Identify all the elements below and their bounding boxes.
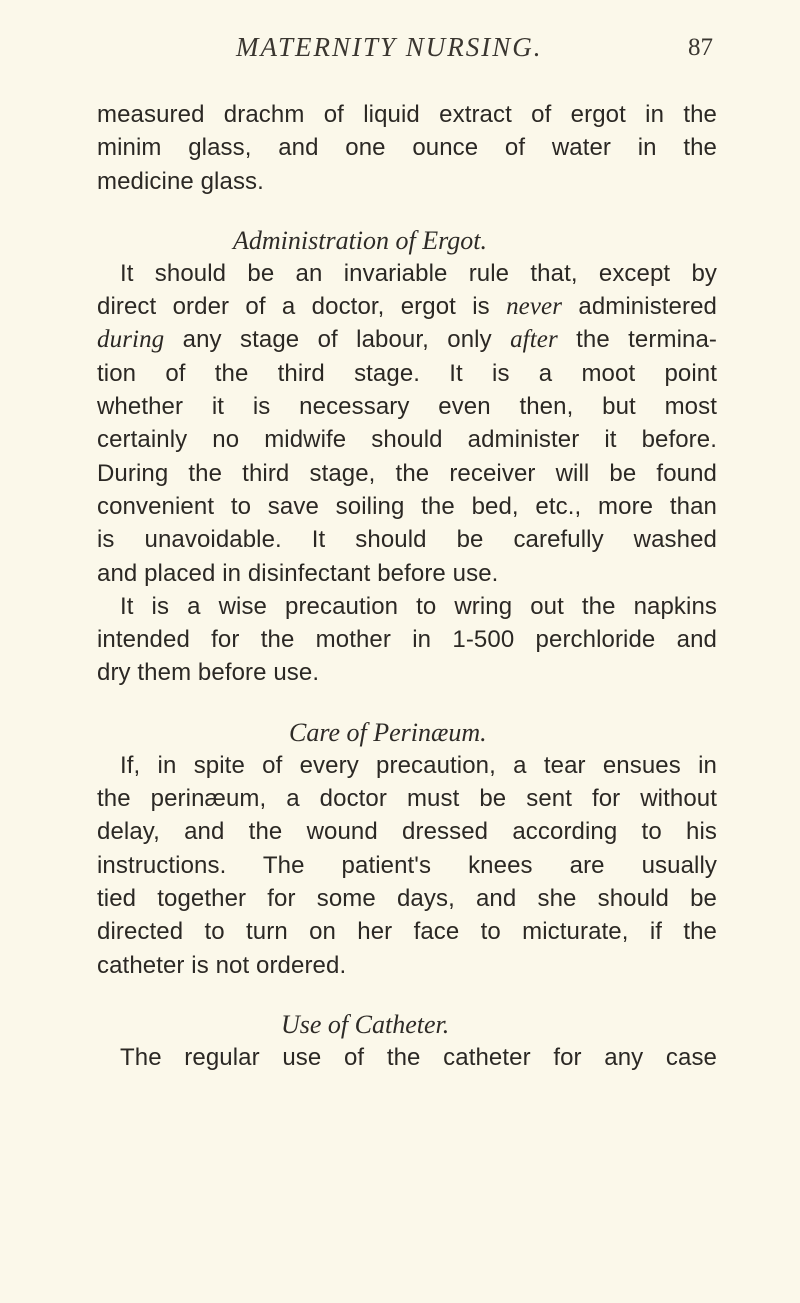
text-line: medicine glass. (97, 167, 264, 195)
text-line: delay, and the wound dressed according to his (97, 818, 717, 846)
text-line: During the third stage, the receiver will be found (97, 459, 717, 487)
spacer (97, 690, 717, 716)
emphasis-during: during (97, 326, 165, 354)
text-line: and placed in disinfectant before use. (97, 559, 499, 587)
section-heading-perinaeum: Care of Perinæum. (289, 717, 487, 747)
text-line: tion of the third stage. It is a moot point (97, 359, 717, 387)
text-run: the termina- (557, 326, 717, 354)
text-line: tied together for some days, and she should be (97, 884, 717, 912)
page-number: 87 (688, 34, 713, 61)
text-run: administered (562, 293, 717, 321)
page-header (0, 32, 800, 72)
text-line: whether it is necessary even then, but most (97, 393, 717, 421)
text-line (97, 323, 717, 356)
section-heading-administration: Administration of Ergot. (233, 225, 487, 255)
text-line (97, 290, 717, 323)
text-run: direct order of a doctor, ergot is (97, 293, 507, 321)
spacer (97, 198, 717, 224)
text-line: certainly no midwife should administer it before. (97, 426, 717, 454)
text-line: catheter is not ordered. (97, 951, 347, 979)
text-line: measured drachm of liquid extract of ergot in the (97, 101, 717, 128)
text-line: the perinæum, a doctor must be sent for without (97, 785, 717, 813)
body-text (97, 98, 717, 1074)
text-line: The regular use of the catheter for any case (120, 1043, 717, 1071)
text-line: It should be an invariable rule that, except by (120, 259, 717, 287)
text-line: intended for the mother in 1-500 perchloride and (97, 626, 717, 654)
text-line: directed to turn on her face to micturate, if the (97, 918, 717, 946)
emphasis-after: after (510, 326, 558, 354)
text-line: instructions. The patient's knees are usually (97, 851, 717, 879)
running-title: MATERNITY NURSING. (236, 32, 543, 62)
text-line: It is a wise precaution to wring out the napkins (120, 592, 717, 620)
text-line: dry them before use. (97, 659, 320, 687)
text-line: convenient to save soiling the bed, etc., more than (97, 492, 717, 520)
text-line: minim glass, and one ounce of water in the (97, 134, 717, 162)
text-line: is unavoidable. It should be carefully washed (97, 526, 717, 554)
text-line: If, in spite of every precaution, a tear ensues in (120, 751, 717, 779)
spacer (97, 982, 717, 1008)
emphasis-never: never (506, 293, 563, 321)
text-run: any stage of labour, only (164, 326, 511, 354)
section-heading-catheter: Use of Catheter. (281, 1009, 450, 1039)
